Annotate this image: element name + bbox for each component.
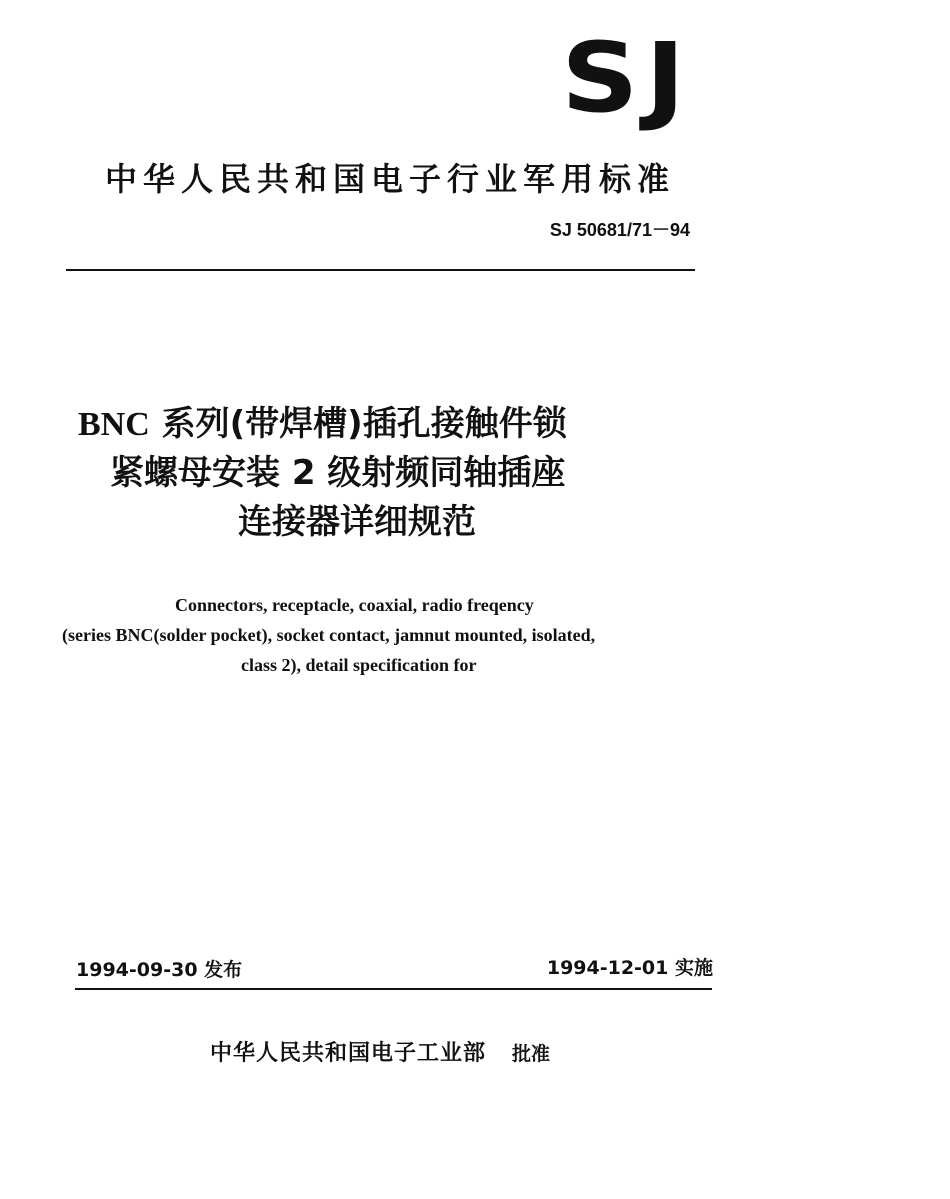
chinese-title-latin-prefix: BNC [78,406,150,443]
chinese-title-line-1-text: 系列(带焊槽)插孔接触件锁 [149,404,567,444]
approval-line [210,1036,550,1067]
chinese-title-line-3: 连接器详细规范 [238,502,476,542]
approving-organization: 中华人民共和国电子工业部 [210,1041,487,1066]
english-title-line-3: class 2), detail specification for [241,655,477,675]
standard-number: SJ 50681/71－94 [549,220,690,240]
chinese-title [60,400,720,547]
chinese-title-line-2: 紧螺母安装 2 级射频同轴插座 [110,453,566,493]
effective-date: 1994-12-01 实施 [546,957,713,979]
english-title-line-2: (series BNC(solder pocket), socket contact, jamnut mounted, isolated, [62,625,596,645]
issue-date: 1994-09-30 发布 [76,959,243,981]
header-divider [66,269,695,271]
english-title-line-1: Connectors, receptacle, coaxial, radio freqency [175,595,534,615]
approve-label: 批准 [512,1043,551,1065]
chinese-title-line-1 [60,400,720,449]
industry-standard-title: 中华人民共和国电子行业军用标准 [105,160,676,198]
footer-divider [75,988,712,990]
sj-logo: SJ [561,22,692,134]
english-title [40,590,740,680]
